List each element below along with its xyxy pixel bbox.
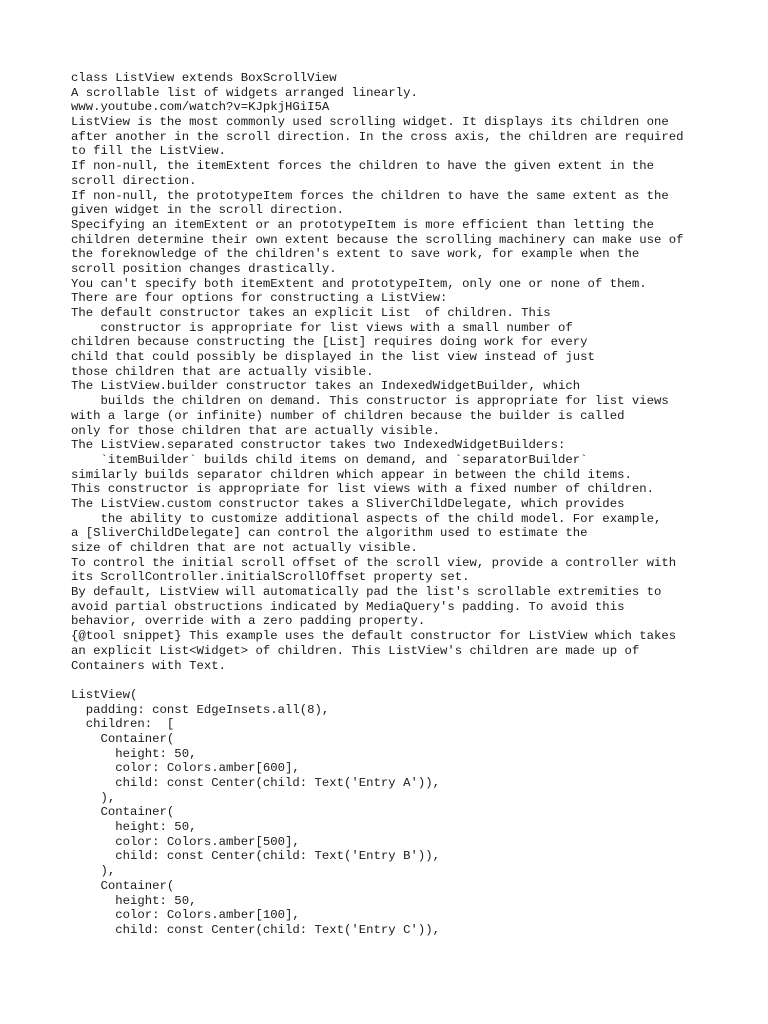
document-line: The ListView.custom constructor takes a SliverChildDelegate, which provides (71, 496, 625, 511)
document-line: ListView is the most commonly used scrolling widget. It displays its children one (71, 115, 669, 130)
document-line: `itemBuilder` builds child items on demand, and `separatorBuilder` (71, 452, 588, 467)
document-line: To control the initial scroll offset of the scroll view, provide a controller with (71, 555, 677, 570)
document-line: child that could possibly be displayed in the list view instead of just (71, 350, 595, 365)
document-line: If non-null, the prototypeItem forces the children to have the same extent as the (71, 188, 669, 203)
document-line: color: Colors.amber[500], (71, 834, 300, 849)
document-line: ), (71, 864, 116, 879)
document-line: those children that are actually visible. (71, 364, 374, 379)
document-line: its ScrollController.initialScrollOffset property set. (71, 570, 470, 585)
document-line: If non-null, the itemExtent forces the children to have the given extent in the (71, 159, 654, 174)
document-line: an explicit List<Widget> of children. This ListView's children are made up of (71, 643, 640, 658)
document-line: with a large (or infinite) number of children because the builder is called (71, 408, 625, 423)
document-line: a [SliverChildDelegate] can control the algorithm used to estimate the (71, 526, 588, 541)
document-line: child: const Center(child: Text('Entry B')), (71, 849, 440, 864)
document-line: www.youtube.com/watch?v=KJpkjHGiI5A (71, 100, 330, 115)
document-line: The ListView.builder constructor takes an IndexedWidgetBuilder, which (71, 379, 581, 394)
document-line: You can't specify both itemExtent and prototypeItem, only one or none of them. (71, 276, 647, 291)
document-line: {@tool snippet} This example uses the default constructor for ListView which takes (71, 629, 677, 644)
document-line: the ability to customize additional aspects of the child model. For example, (71, 511, 662, 526)
document-line: similarly builds separator children which appear in between the child items. (71, 467, 632, 482)
document-line: avoid partial obstructions indicated by MediaQuery's padding. To avoid this (71, 599, 625, 614)
document-line: height: 50, (71, 820, 197, 835)
document-line: height: 50, (71, 893, 197, 908)
document-line: child: const Center(child: Text('Entry C')), (71, 922, 440, 937)
document-line: after another in the scroll direction. In the cross axis, the children are required (71, 129, 684, 144)
document-line: The ListView.separated constructor takes two IndexedWidgetBuilders: (71, 438, 566, 453)
document-line: class ListView extends BoxScrollView (71, 71, 337, 85)
document-line: Container( (71, 805, 175, 820)
document-line: padding: const EdgeInsets.all(8), (71, 702, 330, 717)
document-line: scroll position changes drastically. (71, 261, 337, 276)
document-line: children determine their own extent because the scrolling machinery can make use of (71, 232, 684, 247)
document-line: Containers with Text. (71, 658, 226, 673)
document-line: There are four options for constructing a ListView: (71, 291, 448, 306)
document-line (71, 673, 751, 688)
document-line: constructor is appropriate for list views with a small number of (71, 320, 573, 335)
document-line: given widget in the scroll direction. (71, 203, 345, 218)
document-line: ListView( (71, 687, 138, 702)
document-line: scroll direction. (71, 173, 197, 188)
document-line: Container( (71, 731, 175, 746)
document-line: Specifying an itemExtent or an prototypeItem is more efficient than letting the (71, 217, 654, 232)
document-line: to fill the ListView. (71, 144, 226, 159)
document-line: children: [ (71, 717, 175, 732)
document-line: Container( (71, 878, 175, 893)
document-line: The default constructor takes an explicit List of children. This (71, 306, 551, 320)
document-line: This constructor is appropriate for list views with a fixed number of children. (71, 482, 654, 497)
document-line: color: Colors.amber[100], (71, 908, 300, 923)
document-line: By default, ListView will automatically pad the list's scrollable extremities to (71, 585, 662, 600)
document-line: the foreknowledge of the children's extent to save work, for example when the (71, 247, 640, 262)
document-line: color: Colors.amber[600], (71, 761, 300, 776)
document-line: size of children that are not actually visible. (71, 541, 418, 555)
document-line: child: const Center(child: Text('Entry A')), (71, 776, 440, 790)
document-line: builds the children on demand. This constructor is appropriate for list views (71, 394, 669, 409)
document-body (71, 71, 751, 938)
document-line: behavior, override with a zero padding property. (71, 614, 426, 629)
document-line: A scrollable list of widgets arranged linearly. (71, 85, 418, 100)
document-line: only for those children that are actually visible. (71, 423, 440, 438)
document-line: height: 50, (71, 746, 197, 761)
document-line: children because constructing the [List] requires doing work for every (71, 335, 588, 350)
document-line: ), (71, 790, 116, 805)
